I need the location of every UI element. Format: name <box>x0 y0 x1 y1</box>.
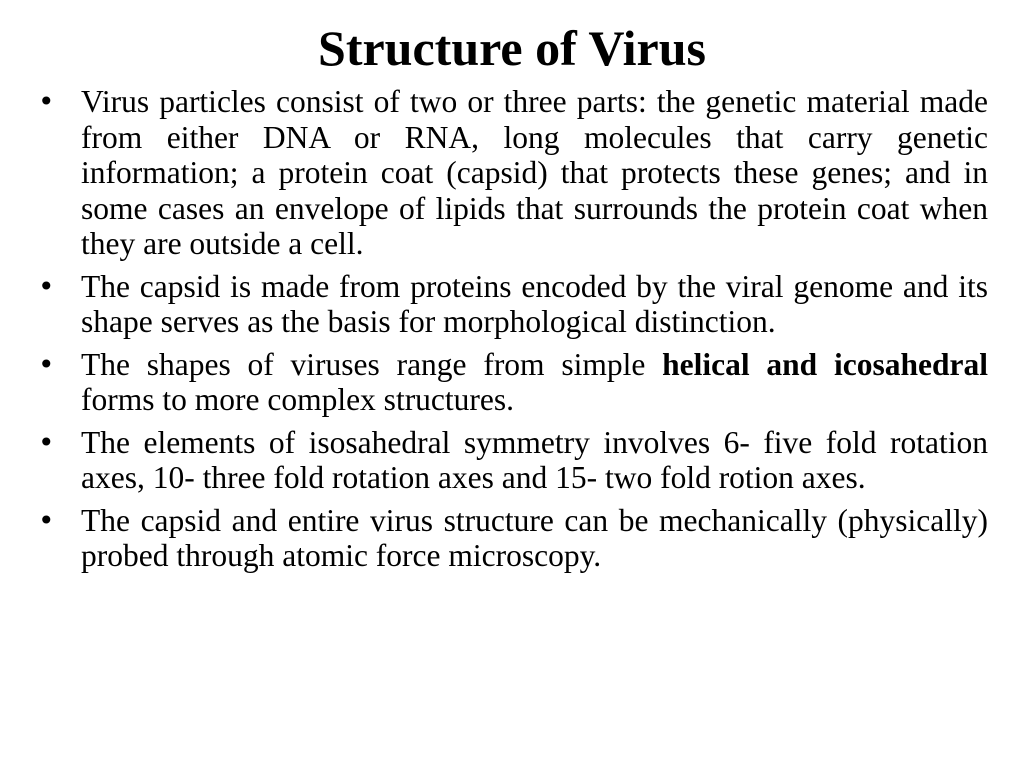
bullet-text <box>81 269 988 340</box>
bullet-marker: • <box>38 269 55 303</box>
bullet-text-segment: The shapes of viruses range from simple <box>81 346 663 382</box>
bullet-text-segment: The capsid is made from proteins encoded by the viral genome and its shape serves as the basis for morphological distinction. <box>81 268 988 339</box>
bullet-text-segment: The capsid and entire virus structure can be mechanically (physically) probed through atomic force microscopy. <box>81 502 988 573</box>
bullet-item <box>36 347 988 418</box>
bullet-marker: • <box>38 347 55 381</box>
bullet-marker: • <box>38 425 55 459</box>
bullet-item <box>36 425 988 496</box>
bullet-text-segment: Virus particles consist of two or three parts: the genetic material made from either DNA or RNA, long molecules that carry genetic information; a protein coat (capsid) that protects these genes; and in some cases an envelope of lipids that surrounds the protein coat when they are outside a cell. <box>81 84 988 261</box>
slide-title: Structure of Virus <box>318 20 706 76</box>
bullet-item <box>36 269 988 340</box>
bullet-list <box>36 84 988 581</box>
bullet-marker: • <box>38 503 55 537</box>
bullet-text-segment: The elements of isosahedral symmetry involves 6- five fold rotation axes, 10- three fold rotation axes and 15- two fold rotion axes. <box>81 424 988 495</box>
bullet-item <box>36 503 988 574</box>
bullet-text-segment: forms to more complex structures. <box>81 382 515 417</box>
bullet-marker: • <box>38 85 55 118</box>
bullet-text <box>81 84 988 261</box>
bullet-text <box>81 503 988 574</box>
bullet-item <box>36 84 988 262</box>
bullet-text <box>81 425 988 496</box>
bullet-text <box>81 347 988 418</box>
bullet-bold-text: helical and icosahedral <box>662 346 988 382</box>
